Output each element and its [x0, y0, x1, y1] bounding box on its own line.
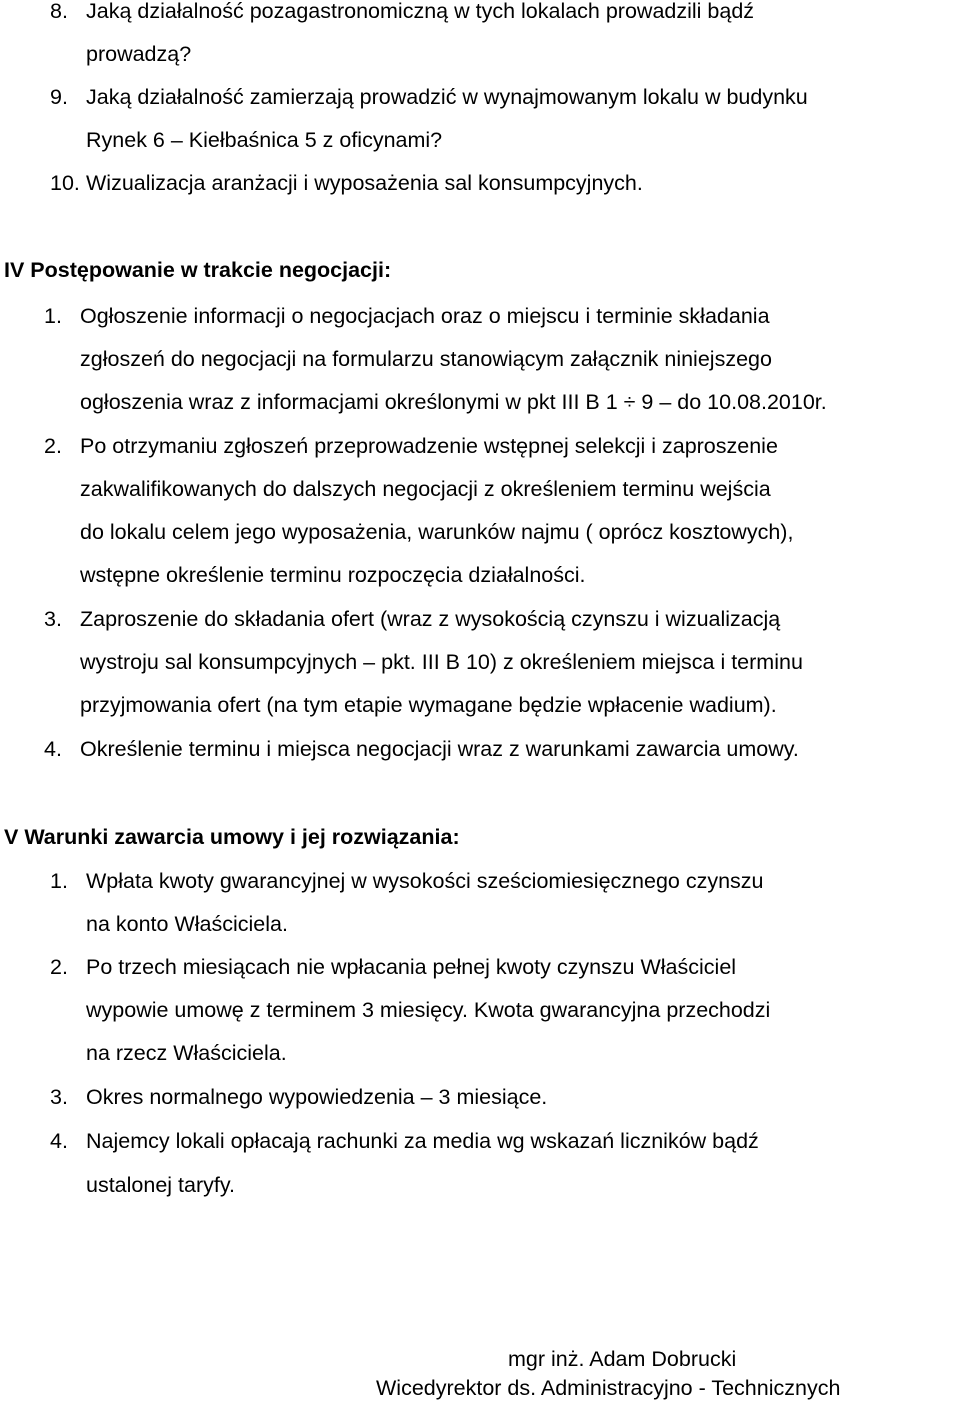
list-number: 3.	[50, 1085, 68, 1109]
list-line: Po trzech miesiącach nie wpłacania pełnej kwoty czynszu Właściciel	[86, 955, 737, 979]
list-line: prowadzą?	[86, 42, 192, 66]
list-line: na konto Właściciela.	[86, 912, 288, 936]
list-line: zgłoszeń do negocjacji na formularzu stanowiącym załącznik niniejszego	[80, 347, 772, 371]
list-line: Wpłata kwoty gwarancyjnej w wysokości sześciomiesięcznego czynszu	[86, 869, 764, 893]
signature-title: Wicedyrektor ds. Administracyjno - Technicznych	[376, 1376, 841, 1400]
list-line: Rynek 6 – Kiełbaśnica 5 z oficynami?	[86, 128, 443, 152]
list-line: Po otrzymaniu zgłoszeń przeprowadzenie wstępnej selekcji i zaproszenie	[80, 434, 778, 458]
signature-name: mgr inż. Adam Dobrucki	[508, 1347, 737, 1371]
list-line: Określenie terminu i miejsca negocjacji wraz z warunkami zawarcia umowy.	[80, 737, 799, 761]
list-number: 8.	[50, 0, 68, 23]
list-line: Okres normalnego wypowiedzenia – 3 miesiące.	[86, 1085, 548, 1109]
section-v-heading: V Warunki zawarcia umowy i jej rozwiązania:	[4, 825, 460, 849]
section-iv-heading: IV Postępowanie w trakcie negocjacji:	[4, 258, 392, 282]
list-line: ustalonej taryfy.	[86, 1173, 235, 1197]
list-line: wypowie umowę z terminem 3 miesięcy. Kwota gwarancyjna przechodzi	[86, 998, 771, 1022]
list-line: Jaką działalność zamierzają prowadzić w wynajmowanym lokalu w budynku	[86, 85, 808, 109]
list-line: Najemcy lokali opłacają rachunki za media wg wskazań liczników bądź	[86, 1129, 759, 1153]
list-line: do lokalu celem jego wyposażenia, warunków najmu ( oprócz kosztowych),	[80, 520, 794, 544]
list-number: 1.	[44, 304, 62, 328]
list-line-text: Jaką działalność pozagastronomiczną w tych lokalach prowadzili bądź	[86, 0, 755, 23]
list-line: na rzecz Właściciela.	[86, 1041, 287, 1065]
list-line: wystroju sal konsumpcyjnych – pkt. III B 10) z określeniem miejsca i terminu	[80, 650, 803, 674]
list-line: wstępne określenie terminu rozpoczęcia działalności.	[80, 563, 586, 587]
list-number: 2.	[44, 434, 62, 458]
list-number: 2.	[50, 955, 68, 979]
list-number: 3.	[44, 607, 62, 631]
list-line: zakwalifikowanych do dalszych negocjacji z określeniem terminu wejścia	[80, 477, 771, 501]
list-number: 4.	[44, 737, 62, 761]
list-number: 1.	[50, 869, 68, 893]
list-line: przyjmowania ofert (na tym etapie wymagane będzie wpłacenie wadium).	[80, 693, 777, 717]
list-line: Zaproszenie do składania ofert (wraz z wysokością czynszu i wizualizacją	[80, 607, 781, 631]
list-line: Ogłoszenie informacji o negocjacjach oraz o miejscu i terminie składania	[80, 304, 770, 328]
list-number: 4.	[50, 1129, 68, 1153]
list-line	[86, 0, 956, 24]
list-line: Wizualizacja aranżacji i wyposażenia sal konsumpcyjnych.	[86, 171, 643, 195]
list-number: 9.	[50, 85, 68, 109]
list-line: ogłoszenia wraz z informacjami określonymi w pkt III B 1 ÷ 9 – do 10.08.2010r.	[80, 390, 827, 414]
list-number: 10.	[50, 171, 80, 195]
